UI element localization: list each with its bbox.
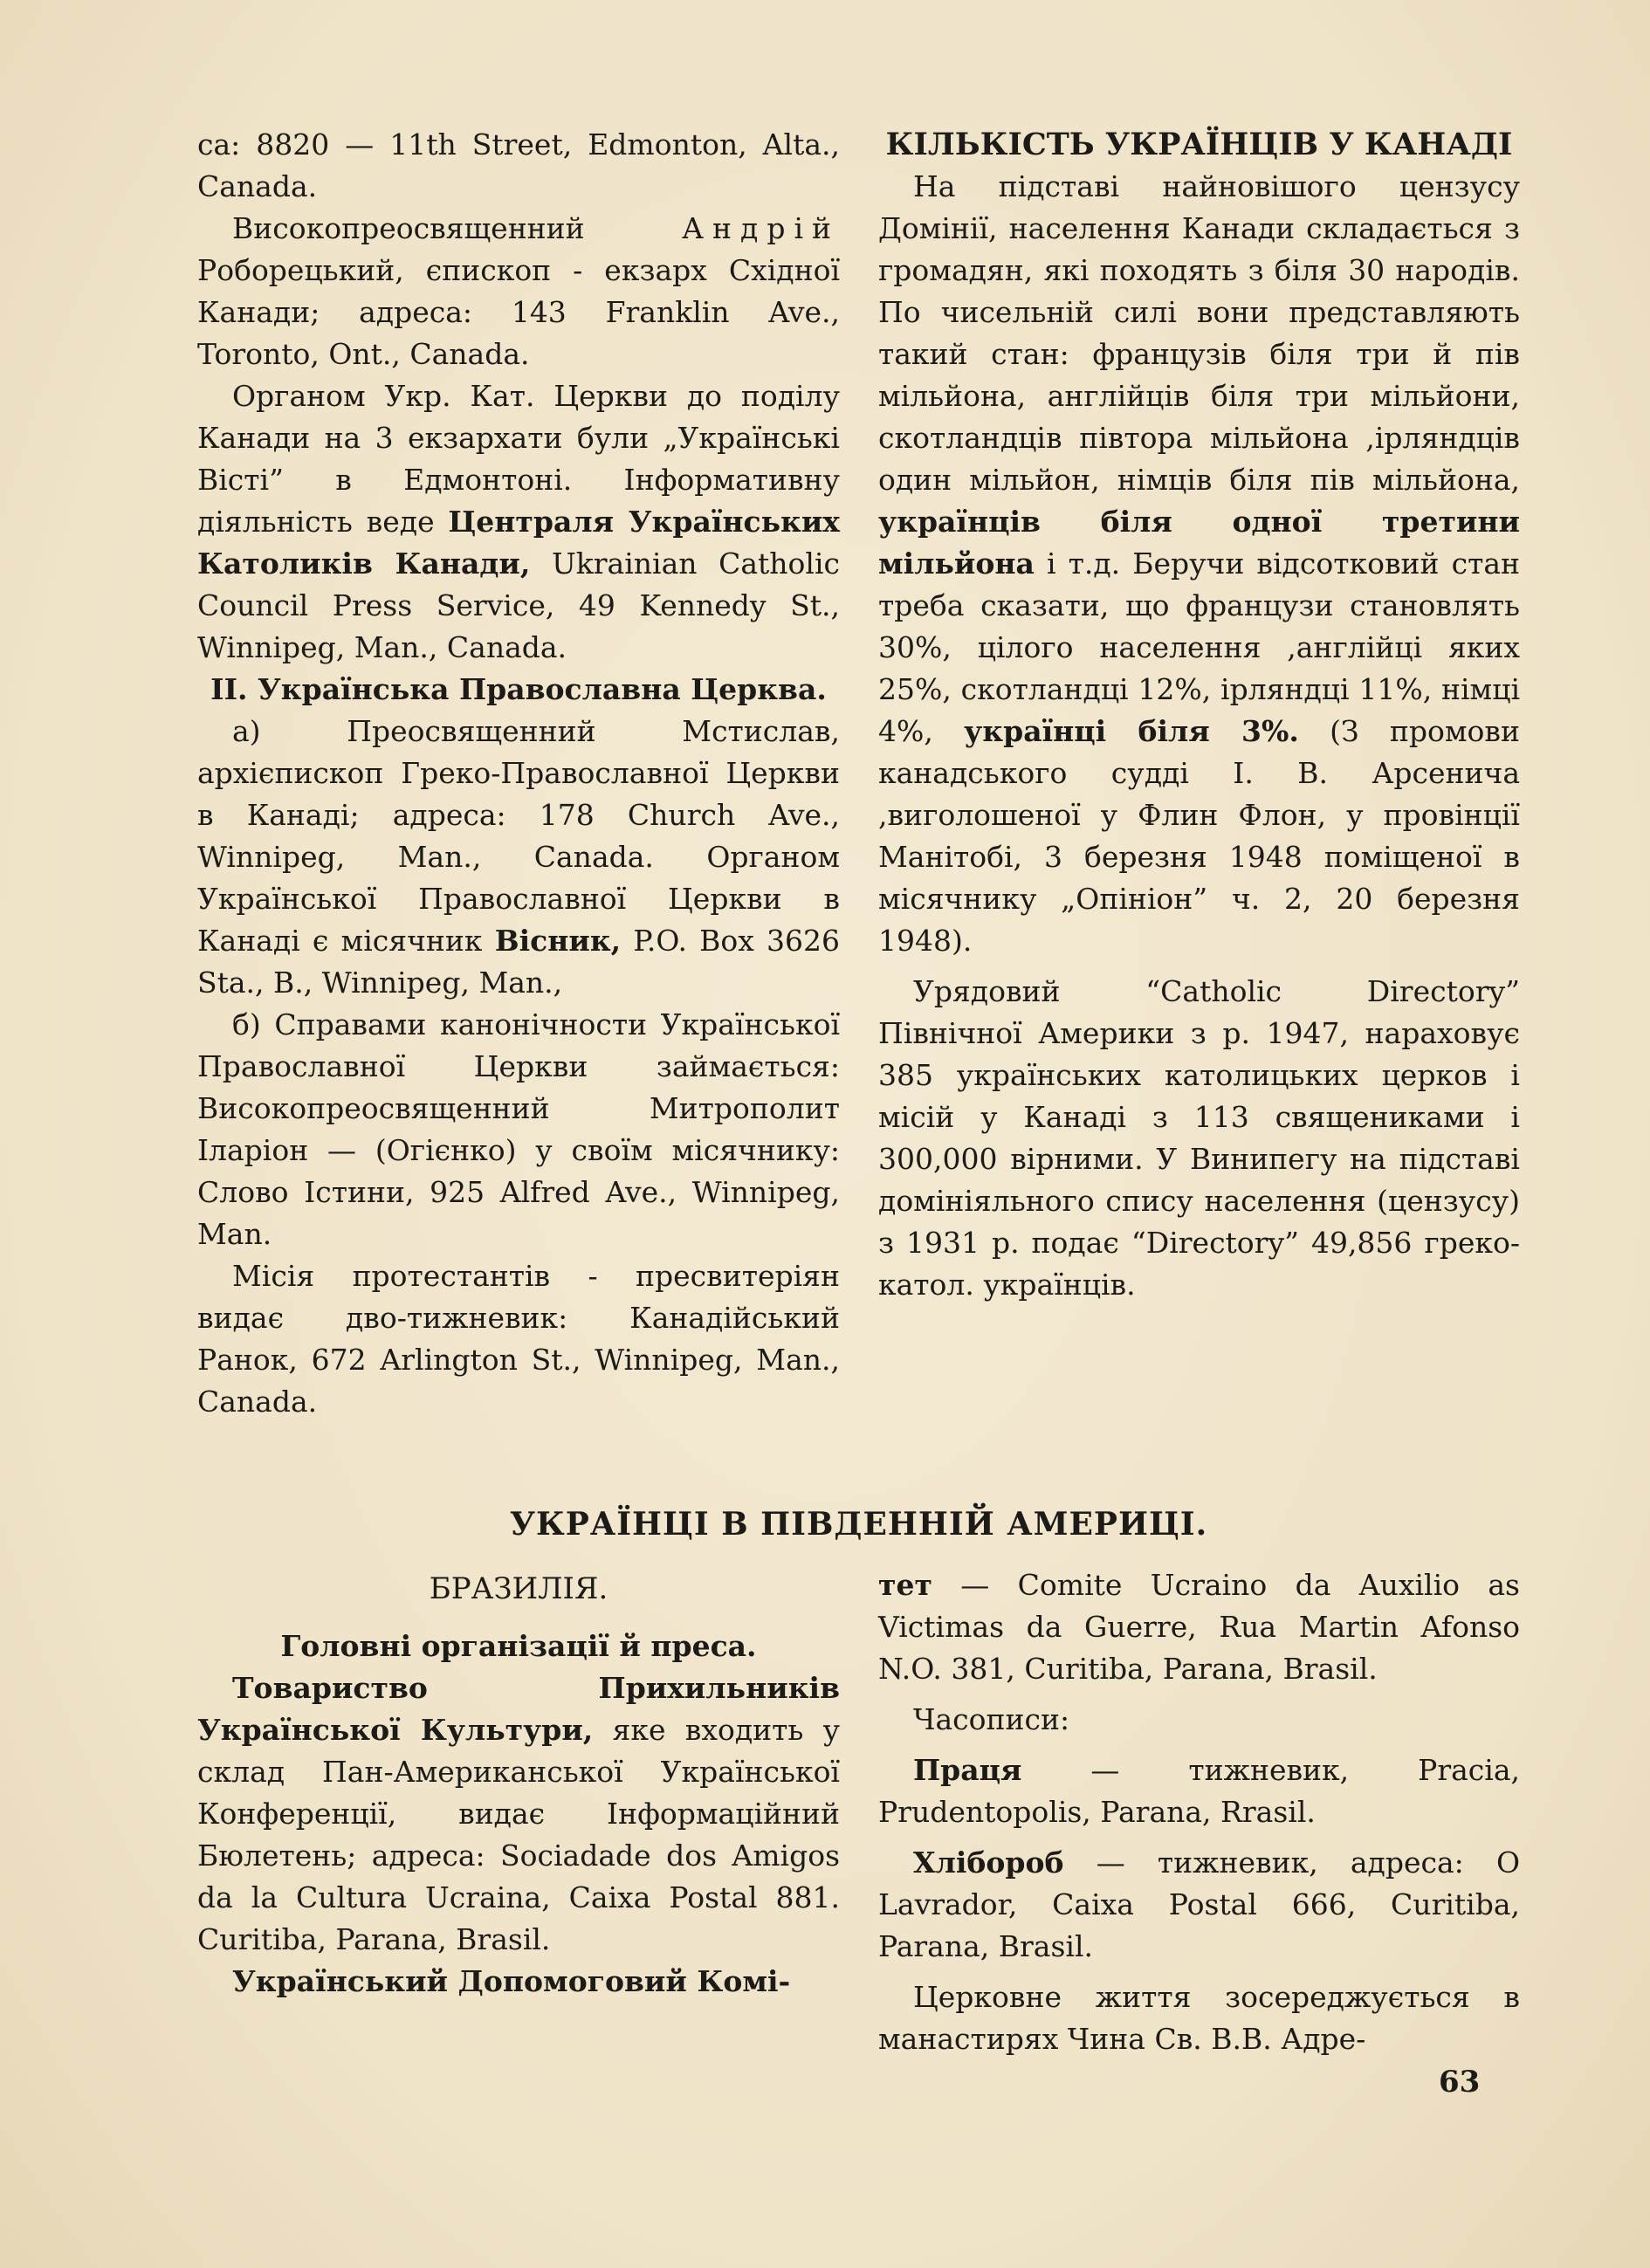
paragraph-mstyslav bbox=[197, 711, 840, 1004]
paragraph-address-edmonton: са: 8820 — 11th Street, Edmonton, Alta., Canada. bbox=[197, 127, 840, 203]
bold-ukrainians-percent: українці біля 3%. bbox=[964, 714, 1299, 748]
paragraph-committee-cont bbox=[878, 1564, 1520, 1690]
text-fragment: Органом Укр. Кат. Церкви до поділу Канади на 3 екзархати були „Українські Вісті” в Едмонтоні. Інформативну діяльність веде bbox=[197, 379, 840, 539]
paragraph-census bbox=[878, 166, 1520, 962]
bold-visnyk: Вісник, bbox=[494, 924, 622, 958]
paragraph-culture-society bbox=[197, 1667, 840, 1961]
text-fragment: Високопреосвященний bbox=[232, 211, 585, 245]
text-fragment: Ukrainian Catholic Council Press Service, 49 Kennedy St., Winnipeg, Man., Canada. bbox=[197, 546, 840, 664]
left-column-bottom bbox=[197, 1564, 840, 2003]
paragraph-protestants: Місія протестантів - пресвитеріян видає дво-тижневик: Канадійський Ранок, 672 Arlington St., Winnipeg, Man., Canada. bbox=[197, 1259, 840, 1419]
section-heading-count: КІЛЬКІСТЬ УКРАЇНЦІВ У КАНАДІ bbox=[885, 127, 1513, 162]
text-fragment: а) Преосвященний Мстислав, архієпископ Греко-Православної Церкви в Канаді; адреса: 178 Church Ave., Winnipeg, Man., Canada. Органом Української Православної Церкви в Канаді є місячник bbox=[197, 714, 840, 958]
paragraph-pratsia bbox=[878, 1749, 1520, 1833]
text-fragment: На підставі найновішого цензусу Домінії, населення Канади складається з громадян, які походять з біля 30 народів. По чисельній силі вони представляють такий стан: французів біля три й пів мільйона, англійців біля три мільйони, скотландців півтора мільйона ,ірляндців один мільйон, німців біля пів мільйона, bbox=[878, 169, 1520, 497]
text-fragment: яке входить у склад Пан-Американської Української Конференції, видає Інформаційний Бюлетень; адреса: Sociadade dos Amigos da la Cultura Ucraina, Caixa Postal 881. Curitiba, Parana, Brasil. bbox=[197, 1713, 841, 1956]
text-fragment: P.O. Box 3626 Sta., B., Winnipeg, Man., bbox=[197, 924, 840, 1000]
bold-pratsia: Праця bbox=[913, 1753, 1022, 1787]
name-spaced: Андрій bbox=[682, 211, 840, 245]
text-fragment: (З промови канадського судді І. В. Арсенича ,виголошеної у Флин Флон, у провінції Манітобі, 3 березня 1948 поміщеної в місячнику „Опініон” ч. 2, 20 березня 1948). bbox=[878, 714, 1521, 958]
bold-ukrainians-third: українців біля одної третини мільйона bbox=[878, 505, 1520, 581]
paragraph-directory: Урядовий “Catholic Directory” Північної Америки з р. 1947, нараховує 385 українських католицьких церков і місій у Канаді з 113 священиками і 300,000 вірними. У Винипегу на підставі домініяльного спису населення (цензусу) з 1931 р. подає “Directory” 49,856 греко-катол. українців. bbox=[878, 974, 1520, 1302]
paragraph-periodicals: Часописи: bbox=[913, 1702, 1070, 1736]
right-column-bottom bbox=[878, 1564, 1520, 2060]
paragraph-aid-committee bbox=[197, 1961, 840, 2003]
bold-khliborob: Хлібороб bbox=[913, 1845, 1064, 1880]
text-fragment: і т.д. Беручи відсотковий стан треба сказати, що французи становлять 30%, цілого населення ,англійці яких 25%, скотландці 12%, ірляндці 11%, німці 4%, bbox=[878, 546, 1520, 748]
paragraph-ilarion: б) Справами канонічности Української Православної Церкви займається: Високопреосвященний Митрополит Іларіон — (Огієнко) у своїм місячнику: Слово Істини, 925 Alfred Ave., Winnipeg, Man. bbox=[197, 1007, 840, 1251]
paragraph-khliborob bbox=[878, 1842, 1520, 1968]
right-column-top bbox=[878, 124, 1520, 1306]
left-column-top bbox=[197, 124, 840, 1423]
bold-society-name: Товариство Прихильників Української Культури, bbox=[197, 1671, 840, 1747]
bold-tet: тет bbox=[878, 1568, 932, 1602]
main-heading-south-america: УКРАЇНЦІ В ПІВДЕННІЙ АМЕРИЦІ. bbox=[509, 1506, 1208, 1543]
text-fragment: — тижневик, Pracia, Prudentopolis, Parana, Rrasil. bbox=[878, 1753, 1520, 1829]
text-fragment: — тижневик, адреса: O Lavrador, Caixa Postal 666, Curitiba, Parana, Brasil. bbox=[878, 1845, 1520, 1963]
paragraph-bishop-roboretsky bbox=[197, 208, 840, 375]
paragraph-press-organ bbox=[197, 375, 840, 669]
text-fragment: Роборецький, єпископ - екзарх Східної Канади; адреса: 143 Franklin Ave., Toronto, Ont., Canada. bbox=[197, 253, 840, 371]
bold-committee-name: Український Допомоговий Комі- bbox=[232, 1964, 791, 1998]
text-fragment: — Comite Ucraino da Auxilio as Victimas da Guerre, Rua Martin Afonso N.O. 381, Curitiba, Parana, Brasil. bbox=[878, 1568, 1520, 1686]
paragraph-church-life: Церковне життя зосереджується в манастирях Чина Св. В.В. Адре- bbox=[878, 1980, 1520, 2056]
heading-organizations: Головні організації й преса. bbox=[280, 1629, 757, 1663]
heading-brazil: БРАЗИЛІЯ. bbox=[429, 1571, 608, 1606]
bold-org-name: Централя Українських Католиків Канади, bbox=[197, 505, 840, 581]
page-number: 63 bbox=[1439, 2065, 1481, 2100]
section-heading-orthodox: II. Українська Православна Церква. bbox=[210, 672, 827, 706]
